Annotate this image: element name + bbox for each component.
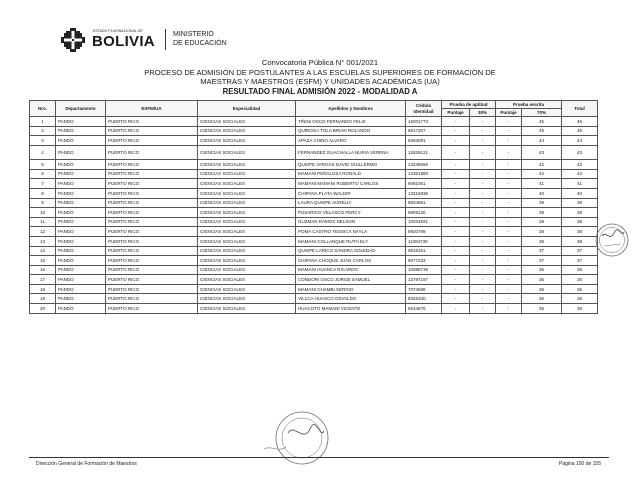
cell-escrita-70: 37 [522, 256, 562, 266]
cell-cedula: 9244876 [406, 304, 442, 314]
table-row [30, 126, 598, 136]
cell-nro: 13 [30, 236, 56, 246]
cell-escrita-70: 36 [522, 275, 562, 285]
cell-esfm: PUERTO RICO [106, 236, 198, 246]
cell-escrita-puntaje: - [496, 284, 522, 294]
cell-cedula: 7074588 [406, 284, 442, 294]
table-row [30, 294, 598, 304]
cell-escrita-puntaje: - [496, 188, 522, 198]
cell-esfm: PUERTO RICO [106, 265, 198, 275]
cell-departamento: PANDO [56, 284, 106, 294]
cell-escrita-70: 43 [522, 145, 562, 159]
cell-departamento: PANDO [56, 145, 106, 159]
cell-nro: 20 [30, 304, 56, 314]
cell-especialidad: CIENCIAS SOCIALES [198, 117, 296, 127]
cell-especialidad: CIENCIAS SOCIALES [198, 256, 296, 266]
table-row [30, 208, 598, 218]
cell-esfm: PUERTO RICO [106, 208, 198, 218]
cell-esfm: PUERTO RICO [106, 246, 198, 256]
table-row [30, 217, 598, 227]
cell-escrita-70: 39 [522, 198, 562, 208]
ministry-line-2: DE EDUCACIÓN [173, 39, 227, 47]
cell-aptitud-30: - [470, 284, 496, 294]
cell-name: PUSARICO VELASCO PERCY [296, 208, 406, 218]
cell-total: 41 [562, 179, 598, 189]
cell-departamento: PANDO [56, 217, 106, 227]
cell-aptitud-30: - [470, 117, 496, 127]
cell-aptitud-30: - [470, 246, 496, 256]
cell-aptitud-puntaje: - [442, 275, 470, 285]
cell-escrita-70: 36 [522, 304, 562, 314]
cell-nro: 12 [30, 227, 56, 237]
cell-escrita-puntaje: - [496, 227, 522, 237]
cell-nro: 18 [30, 284, 56, 294]
cell-departamento: PANDO [56, 198, 106, 208]
cell-aptitud-30: - [470, 160, 496, 170]
cell-escrita-puntaje: - [496, 179, 522, 189]
cell-especialidad: CIENCIAS SOCIALES [198, 284, 296, 294]
cell-especialidad: CIENCIAS SOCIALES [198, 136, 296, 146]
cell-aptitud-puntaje: - [442, 284, 470, 294]
table-row [30, 227, 598, 237]
cell-aptitud-puntaje: - [442, 217, 470, 227]
cell-departamento: PANDO [56, 294, 106, 304]
table-row [30, 117, 598, 127]
cell-departamento: PANDO [56, 169, 106, 179]
cell-name: MAMANI COLLANQUE RUTH ELY [296, 236, 406, 246]
logo-divider [165, 29, 166, 50]
cell-especialidad: CIENCIAS SOCIALES [198, 198, 296, 208]
cell-aptitud-puntaje: - [442, 265, 470, 275]
cell-cedula: 10098736 [406, 265, 442, 275]
cell-nro: 14 [30, 246, 56, 256]
cell-escrita-puntaje: - [496, 198, 522, 208]
cell-especialidad: CIENCIAS SOCIALES [198, 208, 296, 218]
cell-aptitud-30: - [470, 136, 496, 146]
cell-escrita-puntaje: - [496, 236, 522, 246]
cell-aptitud-30: - [470, 126, 496, 136]
table-row [30, 198, 598, 208]
cell-especialidad: CIENCIAS SOCIALES [198, 160, 296, 170]
cell-escrita-70: 44 [522, 136, 562, 146]
cell-escrita-70: 42 [522, 160, 562, 170]
cell-total: 38 [562, 217, 598, 227]
cell-escrita-70: 39 [522, 208, 562, 218]
cell-nro: 15 [30, 256, 56, 266]
cell-especialidad: CIENCIAS SOCIALES [198, 265, 296, 275]
cell-departamento: PANDO [56, 208, 106, 218]
cell-especialidad: CIENCIAS SOCIALES [198, 145, 296, 159]
cell-escrita-puntaje: - [496, 208, 522, 218]
cell-total: 42 [562, 160, 598, 170]
cell-departamento: PANDO [56, 227, 106, 237]
cell-aptitud-puntaje: - [442, 246, 470, 256]
cell-esfm: PUERTO RICO [106, 256, 198, 266]
cell-cedula: 9077233 [406, 256, 442, 266]
state-label: ESTADO PLURINACIONAL DE [93, 29, 143, 33]
cell-escrita-puntaje: - [496, 256, 522, 266]
cell-cedula: 9909120 [406, 208, 442, 218]
cell-escrita-puntaje: - [496, 265, 522, 275]
cell-esfm: PUERTO RICO [106, 275, 198, 285]
cell-aptitud-30: - [470, 179, 496, 189]
cell-name: APAZA CHINO ALVARO [296, 136, 406, 146]
cell-aptitud-puntaje: - [442, 227, 470, 237]
chakana-emblem-icon [60, 27, 86, 53]
cell-escrita-puntaje: - [496, 160, 522, 170]
cell-name: VILLCA HUASCO OSVALDO [296, 294, 406, 304]
header-aptitud: Prueba de aptitud [442, 101, 496, 109]
header-departamento: Departamento [56, 101, 106, 117]
process-line-1: PROCESO DE ADMISIÓN DE POSTULANTES A LAS ESCUELAS SUPERIORES DE FORMACIÓN DE [144, 67, 496, 77]
cell-nro: 6 [30, 169, 56, 179]
cell-total: 40 [562, 188, 598, 198]
cell-cedula: 12361860 [406, 169, 442, 179]
results-table [29, 100, 598, 314]
cell-escrita-70: 38 [522, 217, 562, 227]
cell-cedula: 10034921 [406, 217, 442, 227]
page-number: Página 150 de 155 [559, 461, 601, 467]
document-title [0, 58, 640, 96]
table-row [30, 256, 598, 266]
ministry-seal-icon [258, 409, 342, 467]
cell-departamento: PANDO [56, 160, 106, 170]
cell-total: 36 [562, 284, 598, 294]
header-aptitud-30: 30% [470, 109, 496, 117]
table-row [30, 246, 598, 256]
cell-especialidad: CIENCIAS SOCIALES [198, 188, 296, 198]
cell-especialidad: CIENCIAS SOCIALES [198, 217, 296, 227]
cell-aptitud-puntaje: - [442, 256, 470, 266]
cell-escrita-70: 45 [522, 126, 562, 136]
cell-total: 36 [562, 304, 598, 314]
cell-total: 36 [562, 294, 598, 304]
cell-nro: 7 [30, 179, 56, 189]
cell-cedula: 15001773 [406, 117, 442, 127]
country-name: BOLIVIA [92, 33, 155, 50]
cell-escrita-70: 36 [522, 265, 562, 275]
cell-departamento: PANDO [56, 188, 106, 198]
cell-escrita-70: 38 [522, 236, 562, 246]
header-aptitud-puntaje: Puntaje [442, 109, 470, 117]
cell-name: HUACOTO MAMANI VICENTE [296, 304, 406, 314]
cell-aptitud-puntaje: - [442, 236, 470, 246]
cell-name: CONDORI OSCO JORGE SAMUEL [296, 275, 406, 285]
cell-nro: 11 [30, 217, 56, 227]
table-row [30, 160, 598, 170]
cell-escrita-70: 36 [522, 294, 562, 304]
cell-cedula: 9091051 [406, 179, 442, 189]
cell-nro: 10 [30, 208, 56, 218]
cell-especialidad: CIENCIAS SOCIALES [198, 236, 296, 246]
cell-escrita-70: 45 [522, 117, 562, 127]
header-escrita: Prueba escrita [496, 101, 562, 109]
cell-departamento: PANDO [56, 275, 106, 285]
header-escrita-70: 70% [522, 109, 562, 117]
cell-esfm: PUERTO RICO [106, 198, 198, 208]
cell-name: QUISPE VARGAS DAVID GUILLERMO [296, 160, 406, 170]
cell-nro: 2 [30, 126, 56, 136]
cell-cedula: 9918161 [406, 246, 442, 256]
cell-cedula: 8294081 [406, 136, 442, 146]
cell-aptitud-30: - [470, 145, 496, 159]
cell-esfm: PUERTO RICO [106, 179, 198, 189]
cell-cedula: 9920799 [406, 227, 442, 237]
cell-departamento: PANDO [56, 304, 106, 314]
cell-cedula: 11084739 [406, 236, 442, 246]
cell-total: 42 [562, 169, 598, 179]
cell-esfm: PUERTO RICO [106, 227, 198, 237]
cell-aptitud-puntaje: - [442, 126, 470, 136]
cell-departamento: PANDO [56, 126, 106, 136]
header-especialidad: Especialidad [198, 101, 296, 117]
cell-name: MAMANI MAMANI ROBERTO CARLOS [296, 179, 406, 189]
cell-escrita-puntaje: - [496, 294, 522, 304]
cell-esfm: PUERTO RICO [106, 117, 198, 127]
table-row [30, 136, 598, 146]
cell-aptitud-30: - [470, 198, 496, 208]
cell-especialidad: CIENCIAS SOCIALES [198, 179, 296, 189]
cell-aptitud-puntaje: - [442, 136, 470, 146]
cell-aptitud-30: - [470, 227, 496, 237]
cell-name: MAMANI CHAMBI SERGIO [296, 284, 406, 294]
cell-aptitud-30: - [470, 217, 496, 227]
cell-escrita-70: 41 [522, 179, 562, 189]
cell-nro: 19 [30, 294, 56, 304]
cell-total: 45 [562, 126, 598, 136]
table-row [30, 304, 598, 314]
cell-esfm: PUERTO RICO [106, 136, 198, 146]
cell-esfm: PUERTO RICO [106, 126, 198, 136]
cell-escrita-puntaje: - [496, 304, 522, 314]
table-header-row [30, 101, 598, 109]
cell-total: 44 [562, 136, 598, 146]
cell-aptitud-30: - [470, 208, 496, 218]
cell-departamento: PANDO [56, 265, 106, 275]
cell-total: 39 [562, 198, 598, 208]
cell-cedula: 12829121 [406, 145, 442, 159]
cell-cedula: 13797197 [406, 275, 442, 285]
cell-escrita-puntaje: - [496, 126, 522, 136]
ministry-name [173, 31, 227, 48]
cell-departamento: PANDO [56, 136, 106, 146]
results-body [30, 117, 598, 314]
cell-escrita-puntaje: - [496, 136, 522, 146]
cell-especialidad: CIENCIAS SOCIALES [198, 275, 296, 285]
cell-name: FERNANDEZ GUACHALLA NURIA VERENA [296, 145, 406, 159]
cell-total: 39 [562, 208, 598, 218]
cell-name: MAMANI HUANCA RICARDO [296, 265, 406, 275]
footer-institution: Dirección General de Formación de Maestros [36, 461, 137, 467]
cell-aptitud-puntaje: - [442, 198, 470, 208]
table-row [30, 284, 598, 294]
cell-aptitud-30: - [470, 169, 496, 179]
cell-escrita-puntaje: - [496, 169, 522, 179]
cell-aptitud-30: - [470, 256, 496, 266]
cell-aptitud-30: - [470, 294, 496, 304]
cell-especialidad: CIENCIAS SOCIALES [198, 246, 296, 256]
call-title: Convocatoria Pública N° 001/2021 [261, 58, 379, 67]
process-line-2: MAESTRAS Y MAESTROS (ESFM) Y UNIDADES ACADÉMICAS (UA) [200, 77, 440, 86]
cell-nro: 3 [30, 136, 56, 146]
cell-departamento: PANDO [56, 117, 106, 127]
cell-escrita-puntaje: - [496, 217, 522, 227]
cell-esfm: PUERTO RICO [106, 145, 198, 159]
cell-escrita-70: 38 [522, 227, 562, 237]
cell-cedula: 13248656 [406, 160, 442, 170]
cell-aptitud-30: - [470, 265, 496, 275]
cell-aptitud-puntaje: - [442, 160, 470, 170]
cell-name: QUIROGA TOLA BRIAN ROLANDO [296, 126, 406, 136]
cell-aptitud-30: - [470, 236, 496, 246]
cell-cedula: 9934681 [406, 198, 442, 208]
header-apellidos: Apellidos y Nombres [296, 101, 406, 117]
cell-escrita-70: 40 [522, 188, 562, 198]
cell-esfm: PUERTO RICO [106, 160, 198, 170]
header-escrita-puntaje: Puntaje [496, 109, 522, 117]
cell-escrita-puntaje: - [496, 117, 522, 127]
cell-nro: 1 [30, 117, 56, 127]
cell-aptitud-puntaje: - [442, 294, 470, 304]
cell-total: 36 [562, 275, 598, 285]
cell-name: GUZMAN RAMOS NELSON [296, 217, 406, 227]
cell-departamento: PANDO [56, 236, 106, 246]
cell-nro: 4 [30, 145, 56, 159]
header-esfm: ESFM/UA [106, 101, 198, 117]
cell-name: LAURA QUISPE AURELIA [296, 198, 406, 208]
header-nro: Nro. [30, 101, 56, 117]
footer-rule [29, 457, 609, 458]
cell-especialidad: CIENCIAS SOCIALES [198, 294, 296, 304]
signature-stamp-icon [594, 222, 630, 258]
cell-name: QUISPE LARICO SANDRA SOLEDAD [296, 246, 406, 256]
cell-aptitud-30: - [470, 188, 496, 198]
cell-especialidad: CIENCIAS SOCIALES [198, 227, 296, 237]
cell-nro: 16 [30, 265, 56, 275]
cell-aptitud-puntaje: - [442, 208, 470, 218]
cell-name: MAMANI PEÑALOZA RONALD [296, 169, 406, 179]
cell-total: 43 [562, 145, 598, 159]
cell-escrita-puntaje: - [496, 275, 522, 285]
cell-total: 38 [562, 236, 598, 246]
cell-esfm: PUERTO RICO [106, 188, 198, 198]
cell-total: 36 [562, 265, 598, 275]
table-row [30, 236, 598, 246]
cell-aptitud-puntaje: - [442, 145, 470, 159]
cell-cedula: 8345340 [406, 294, 442, 304]
cell-cedula: 13316836 [406, 188, 442, 198]
cell-especialidad: CIENCIAS SOCIALES [198, 126, 296, 136]
cell-esfm: PUERTO RICO [106, 284, 198, 294]
table-row [30, 179, 598, 189]
cell-aptitud-30: - [470, 275, 496, 285]
cell-total: 46 [562, 117, 598, 127]
cell-nro: 5 [30, 160, 56, 170]
cell-escrita-puntaje: - [496, 145, 522, 159]
cell-aptitud-30: - [470, 304, 496, 314]
cell-departamento: PANDO [56, 246, 106, 256]
result-title: RESULTADO FINAL ADMISIÓN 2022 - MODALIDAD A [222, 86, 418, 96]
cell-name: TIÑINI OSCO FERNANDO FELIX [296, 117, 406, 127]
cell-esfm: PUERTO RICO [106, 304, 198, 314]
cell-aptitud-puntaje: - [442, 188, 470, 198]
cell-escrita-puntaje: - [496, 246, 522, 256]
cell-esfm: PUERTO RICO [106, 294, 198, 304]
cell-name: CHIPANA PLATA WALDIR [296, 188, 406, 198]
cell-escrita-70: 36 [522, 284, 562, 294]
table-row [30, 265, 598, 275]
cell-escrita-70: 42 [522, 169, 562, 179]
cell-total: 38 [562, 227, 598, 237]
cell-aptitud-puntaje: - [442, 304, 470, 314]
cell-departamento: PANDO [56, 179, 106, 189]
cell-total: 37 [562, 256, 598, 266]
cell-name: CHIPANA CHOQUE JUAN CARLOS [296, 256, 406, 266]
cell-especialidad: CIENCIAS SOCIALES [198, 304, 296, 314]
cell-cedula: 8817307 [406, 126, 442, 136]
cell-nro: 17 [30, 275, 56, 285]
cell-total: 37 [562, 246, 598, 256]
table-row [30, 169, 598, 179]
cell-name: POMA CASTRO YESSICA NAYLA [296, 227, 406, 237]
ministry-line-1: MINISTERIO [173, 31, 214, 38]
table-row [30, 188, 598, 198]
header-total: Total [562, 101, 598, 117]
table-row [30, 275, 598, 285]
cell-aptitud-puntaje: - [442, 179, 470, 189]
cell-nro: 9 [30, 198, 56, 208]
table-row [30, 145, 598, 159]
cell-departamento: PANDO [56, 256, 106, 266]
cell-esfm: PUERTO RICO [106, 169, 198, 179]
cell-nro: 8 [30, 188, 56, 198]
cell-aptitud-puntaje: - [442, 117, 470, 127]
cell-especialidad: CIENCIAS SOCIALES [198, 169, 296, 179]
cell-aptitud-puntaje: - [442, 169, 470, 179]
cell-escrita-70: 37 [522, 246, 562, 256]
cell-esfm: PUERTO RICO [106, 217, 198, 227]
header-cedula: Cédula Identidad [406, 101, 442, 117]
